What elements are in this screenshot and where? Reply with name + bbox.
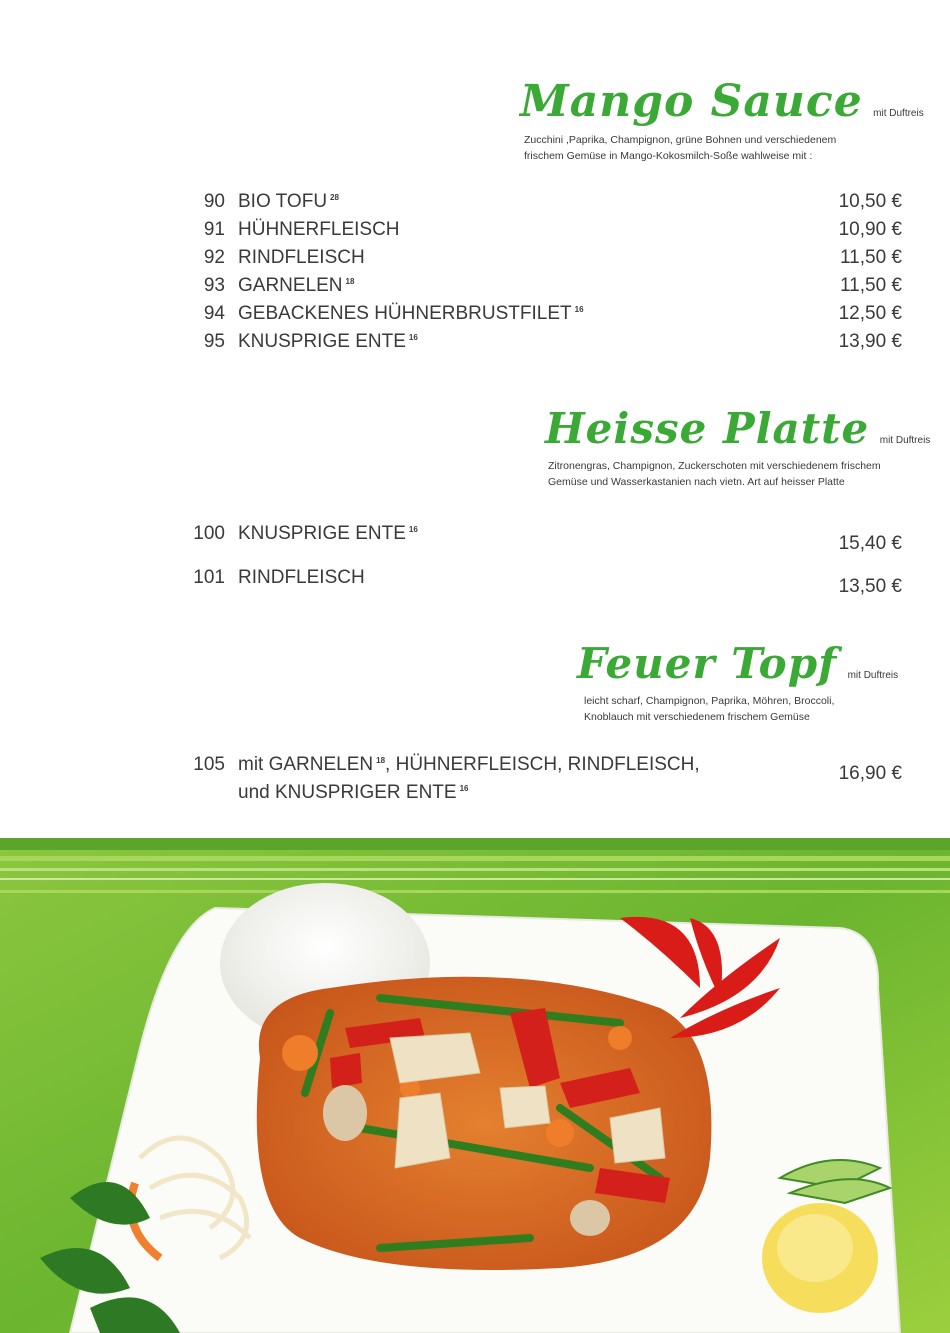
allergen-code: 28 (330, 192, 339, 202)
item-name-line2 (238, 782, 468, 804)
item-name-text: und KNUSPRIGER ENTE (238, 782, 457, 803)
allergen-code: 16 (408, 524, 418, 534)
section-title: Feuer Topf (577, 639, 838, 688)
item-number: 105 (193, 754, 225, 775)
description-line: frischem Gemüse in Mango-Kokosmilch-Soße wahlweise mit : (524, 150, 813, 162)
section-feuer-topf-header (577, 639, 899, 725)
item-name (238, 219, 400, 241)
item-price: 13,90 € (838, 331, 902, 352)
item-name (238, 567, 365, 589)
section-description (548, 458, 930, 490)
item-price: 10,90 € (838, 219, 902, 240)
item-name-text: RINDFLEISCH (238, 567, 365, 588)
item-name (238, 303, 584, 325)
item-price: 15,40 € (838, 533, 902, 554)
item-name-text: HÜHNERFLEISCH (238, 219, 400, 240)
item-name (238, 275, 354, 297)
section-subtitle: mit Duftreis (847, 670, 899, 681)
item-name (238, 523, 418, 545)
description-line: Gemüse und Wasserkastanien nach vietn. Art auf heisser Platte (548, 476, 845, 488)
item-price: 12,50 € (838, 303, 902, 324)
item-name-text: KNUSPRIGE ENTE (238, 523, 406, 544)
section-description (584, 693, 898, 725)
item-price: 16,90 € (838, 763, 902, 784)
allergen-code: 16 (408, 332, 418, 342)
item-name-text: GARNELEN (238, 275, 343, 296)
item-name (238, 191, 339, 213)
item-name-text: BIO TOFU (238, 191, 328, 212)
description-line: Knoblauch mit verschiedenem frischem Gemüse (584, 711, 810, 723)
item-name (238, 754, 700, 776)
item-name-text: KNUSPRIGE ENTE (238, 331, 406, 352)
food-photo (0, 838, 950, 1333)
item-number: 100 (193, 523, 225, 544)
item-name-text: GEBACKENES HÜHNERBRUSTFILET (238, 303, 572, 324)
item-number: 94 (203, 303, 225, 324)
allergen-code: 18 (345, 276, 355, 286)
item-name-text: RINDFLEISCH (238, 247, 365, 268)
description-line: Zucchini ,Paprika, Champignon, grüne Bohnen und verschiedenem (524, 134, 837, 146)
section-title: Heisse Platte (545, 404, 870, 453)
allergen-code: 16 (459, 783, 469, 793)
section-heisse-platte-header (545, 404, 931, 490)
section-title: Mango Sauce (520, 76, 863, 127)
item-number: 93 (203, 275, 225, 296)
item-name-text: mit GARNELEN (238, 754, 374, 775)
food-photo-illustration (0, 838, 950, 1333)
item-price: 11,50 € (840, 275, 902, 296)
item-number: 101 (193, 567, 225, 588)
item-number: 92 (203, 247, 225, 268)
item-name-text: , HÜHNERFLEISCH, RINDFLEISCH, (385, 754, 700, 775)
description-line: leicht scharf, Champignon, Paprika, Möhren, Broccoli, (584, 695, 835, 707)
item-price: 11,50 € (840, 247, 902, 268)
section-subtitle: mit Duftreis (873, 108, 924, 119)
section-subtitle: mit Duftreis (879, 435, 931, 446)
description-line: Zitronengras, Champignon, Zuckerschoten mit verschiedenem frischem (548, 460, 881, 472)
item-name (238, 331, 418, 353)
allergen-code: 18 (376, 755, 386, 765)
item-number: 95 (203, 331, 225, 352)
item-name (238, 247, 365, 269)
item-price: 10,50 € (838, 191, 902, 212)
item-number: 91 (203, 219, 225, 240)
item-number: 90 (203, 191, 225, 212)
allergen-code: 16 (574, 304, 584, 314)
section-mango-sauce-header (520, 76, 924, 164)
item-price: 13,50 € (838, 576, 902, 597)
menu-item (0, 754, 950, 814)
section-description (524, 132, 924, 164)
